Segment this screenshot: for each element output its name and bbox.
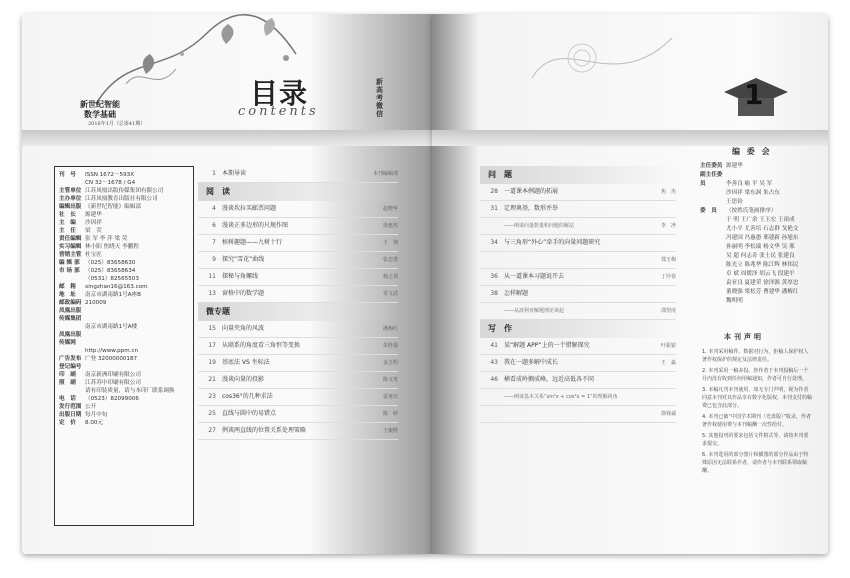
toc-entry-author: 金玉明: [382, 360, 398, 366]
toc-entry-author: 徐惠杰: [382, 223, 398, 229]
info-row: [59, 371, 189, 379]
editorial-row: [700, 234, 812, 243]
toc-entry-author: 叶振银: [660, 343, 676, 349]
info-key: 照 刷: [59, 380, 76, 386]
info-row: [59, 307, 189, 323]
info-row: [59, 379, 189, 387]
toc-entry-author: 陈文英: [382, 377, 398, 383]
toc-entry-title: 漫谈向量的投影: [222, 376, 265, 383]
info-row: [59, 243, 189, 251]
toc-entry-author: 郑玉梅: [660, 257, 676, 263]
info-value: 广登 32000000187: [85, 356, 138, 362]
editorial-role: 主任委员: [700, 163, 723, 169]
toc-page-number: 46: [490, 376, 498, 383]
toc-entry-author: 陈 研: [382, 411, 398, 417]
toc-entry: [480, 218, 676, 235]
info-row: [59, 195, 189, 203]
toc-entry-title: 例谈两直线的位置关系处理策略: [222, 427, 307, 434]
toc-page-number: 27: [208, 427, 216, 434]
toc-page-number: [480, 389, 504, 405]
toc-entry-title: 某“解题 APP”上的一个错解探究: [504, 342, 590, 349]
toc-page-number: 31: [490, 205, 498, 212]
toc-page-number: 4: [212, 205, 216, 212]
editorial-names: 吴 超 何志奇 张士民 张建良: [726, 253, 795, 259]
toc-entry-title: [504, 252, 646, 268]
info-row: [59, 347, 189, 355]
toc-page-number: 19: [208, 359, 216, 366]
toc-entry-title: 向量夹角的风波: [222, 325, 265, 332]
info-value: 南京市湖南路1号A楼: [85, 324, 138, 330]
toc-entry: [198, 201, 398, 218]
toc-page-number: [480, 406, 504, 422]
info-row: [59, 235, 189, 243]
info-key: [59, 179, 85, 187]
editorial-row: [700, 216, 812, 225]
toc-page-number: 1: [212, 170, 216, 177]
info-row: [59, 171, 189, 179]
toc-entry-title: 窗格中的数学题: [222, 290, 265, 297]
toc-entry-author: [646, 201, 676, 217]
info-key: [59, 387, 85, 395]
toc-page-number: 38: [490, 290, 498, 297]
toc-entry: [480, 338, 676, 355]
toc-entry-author: 李 净: [660, 223, 676, 229]
info-value: 每月中旬: [85, 412, 108, 418]
toc-entry-author: [646, 235, 676, 251]
toc-entry: [198, 423, 398, 440]
toc-entry-author: 赵晓华: [382, 206, 398, 212]
info-value: xingzhan16@163.com: [85, 284, 148, 290]
toc-entry-author: 常文武: [382, 291, 398, 297]
toc-page-number: 25: [208, 410, 216, 417]
toc-page-number: [480, 218, 504, 234]
toc-entry-title: 直线与圆中的易错点: [222, 410, 277, 417]
info-key: 主管单位: [59, 188, 82, 194]
toc-page-number: [480, 252, 504, 268]
info-key: 实习编辑: [59, 244, 82, 250]
toc-entry-title: 基底法 VS 坐标法: [222, 359, 270, 366]
magazine-name: 新世纪智能 数学基础: [80, 100, 120, 119]
editorial-row: [700, 198, 812, 207]
toc-entry-title: 一道课本例题的拓展: [504, 188, 559, 195]
info-row: [59, 411, 189, 419]
info-key: 凤凰出版传媒集团: [59, 308, 82, 322]
info-key: 出版日期: [59, 412, 82, 418]
right-page: [432, 14, 828, 554]
info-row: [59, 211, 189, 219]
toc-left: [198, 166, 398, 440]
info-value: 8.00元: [85, 420, 104, 426]
toc-entry-title: 怎样解题: [504, 290, 529, 297]
editorial-names: 魏明明: [726, 298, 743, 304]
statement-paragraph: 6. 本刊选用的部分图片和插图的部分作品由于特殊原因无法联系作者，请作者与本刊联系领取稿酬。: [702, 452, 809, 474]
editorial-row: [700, 171, 812, 189]
toc-entry-author: 王俊胜: [382, 428, 398, 434]
toc-entry-title: [504, 406, 646, 422]
toc-entry: [480, 201, 676, 218]
info-row: [59, 323, 189, 331]
statement-title: 本刊声明: [724, 333, 764, 341]
toc-title-en: contents: [238, 104, 319, 119]
info-value: 请有印装质量，请与本印厂联系调换: [85, 388, 175, 394]
toc-entry: [198, 389, 398, 406]
info-key: 发行范围: [59, 404, 82, 410]
info-key: 主办单位: [59, 196, 82, 202]
editorial-names: 孙丽明 李松瑞 杨文华 吴 邢: [726, 244, 795, 250]
editorial-names: 沙因祥 梁东洞 朱占东: [726, 190, 780, 196]
info-key: 社 长: [59, 212, 76, 218]
editorial-row: [700, 252, 812, 261]
editorial-names: 冯建国 冯惠愚 邢建新 孙旭东: [726, 235, 799, 241]
toc-page-number: 28: [490, 188, 498, 195]
info-key: 邮政编码: [59, 300, 82, 306]
info-key: 邮 箱: [59, 284, 76, 290]
toc-entry-title: 我在一题多解中成长: [504, 359, 559, 366]
magazine-spread: [14, 6, 836, 566]
toc-entry-title: 漫谈正多边形的尺规作图: [222, 222, 289, 229]
editorial-names: 于 明 王广余 王玉宏 王祖成: [726, 217, 795, 223]
info-row: [59, 283, 189, 291]
toc-entry: [480, 235, 676, 252]
info-key: 责任编辑: [59, 236, 82, 242]
toc-entry-author: 朱胜强: [382, 343, 398, 349]
info-row: [59, 187, 189, 195]
info-key: 主 编: [59, 220, 76, 226]
toc-entry: [198, 406, 398, 423]
editorial-row: [700, 279, 812, 288]
masthead-box: [54, 166, 194, 526]
info-value: （0531）82565503: [85, 276, 139, 282]
info-key: 凤凰出版传媒网: [59, 332, 82, 346]
toc-right: [480, 166, 676, 423]
toc-entry: [198, 355, 398, 372]
toc-entry: [480, 269, 676, 286]
toc-entry-title: 横看成岭侧成峰，远近高低各不同: [504, 376, 595, 383]
info-key: [59, 323, 85, 331]
info-value: 林小阳 焦晓天 李鹏程: [85, 244, 139, 250]
toc-entry: [480, 184, 676, 201]
editorial-row: [700, 270, 812, 279]
toc-entry-author: [646, 389, 676, 405]
editorial-names: 陈光立 陈兆华 陈江辉 林伟民: [726, 262, 799, 268]
info-row: [59, 403, 189, 411]
toc-entry-author: 丁玲春: [660, 274, 676, 280]
toc-page-number: 21: [208, 376, 216, 383]
info-value: 江苏凤凰出版传媒集团有限公司: [85, 188, 164, 194]
toc-page-number: 34: [490, 239, 498, 246]
editorial-names: 袁亚良 夏建荣 徐泽源 黄厚忠: [726, 280, 799, 286]
toc-entry-author: 杨之邦: [382, 274, 398, 280]
toc-section-heading: 写 作: [480, 320, 676, 338]
info-key: 市 场 部: [59, 268, 80, 274]
toc-entry-author: 焦 杰: [660, 189, 676, 195]
toc-entry-author: [646, 286, 676, 302]
editorial-names: 卓 斌 周媛泽 胡云飞 段建平: [726, 271, 795, 277]
editorial-names: 董晓强 梁松芳 曹建华 潘梅红: [726, 289, 799, 295]
info-value: 210009: [85, 300, 107, 306]
toc-entry-author: 雷亚庆: [382, 394, 398, 400]
info-value: 公开: [85, 404, 97, 410]
info-key: [59, 275, 85, 283]
issue-number: 1: [744, 78, 764, 111]
editorial-role: 委 员: [700, 208, 717, 214]
toc-page-number: 13: [208, 290, 216, 297]
info-key: 编辑出版: [59, 204, 82, 210]
toc-entry: [480, 252, 676, 269]
toc-entry-author: 王 翔: [382, 240, 398, 246]
toc-entry-title: 探秘与角螺线: [222, 273, 259, 280]
info-row: [59, 291, 189, 299]
toc-entry: [198, 286, 398, 303]
info-value: http://www.ppm.cn: [85, 348, 139, 354]
info-row: [59, 219, 189, 227]
info-value: 江苏苏中印刷有限公司: [85, 380, 141, 386]
info-row: [59, 267, 189, 275]
editorial-row: [700, 288, 812, 297]
toc-page-number: 41: [490, 342, 498, 349]
info-value: 南京市湖南路1号A座B: [85, 292, 141, 298]
toc-entry-author: 本刊编辑部: [372, 171, 398, 177]
toc-entry: [480, 406, 676, 423]
toc-entry: [198, 321, 398, 338]
header-band: [432, 130, 828, 146]
info-value: （025）83658630: [85, 260, 136, 266]
toc-entry-title: cos36°的几种求法: [222, 393, 273, 400]
info-value: 《新世纪智能》编辑部: [85, 204, 141, 210]
toc-section-heading: 阅 读: [198, 183, 398, 201]
editorial-row: [700, 162, 812, 171]
issue-date: 2016年1月（总第41期）: [88, 121, 146, 127]
editorial-names: 李善良 喻 平 吴 军: [726, 181, 773, 187]
info-row: [59, 259, 189, 267]
statement: [702, 348, 812, 478]
toc-section-heading: 问 题: [480, 166, 676, 184]
info-row: [59, 227, 189, 235]
editorial-row: [700, 225, 812, 234]
toc-page-number: [480, 303, 504, 319]
editorial-row: [700, 243, 812, 252]
info-key: 主 任: [59, 228, 76, 234]
info-key: 刊 号: [59, 172, 76, 178]
toc-entry-author: [646, 372, 676, 388]
statement-paragraph: 4. 本刊已被“中国学术期刊（光盘版）”收录，作者著作权使用费与本刊稿酬一次性给付。: [702, 414, 812, 428]
statement-paragraph: 1. 本刊采用稿件、数据对行为，拒稿人保护权人著作权保护的规定及法律责任。: [702, 349, 809, 363]
statement-paragraph: 2. 本刊采用一稿多投、抄作者于本刊投稿后一个月内没有收到任何用稿通知，作者可自行处理。: [702, 368, 809, 382]
info-row: [59, 299, 189, 307]
info-row: [59, 331, 189, 347]
toc-title: 目录: [250, 77, 309, 110]
info-value: 梁 荧: [85, 228, 102, 234]
info-value: 源建华: [85, 212, 102, 218]
editorial-row: [700, 189, 812, 198]
header-band: [22, 130, 432, 146]
toc-entry: [198, 338, 398, 355]
info-row: [59, 387, 189, 395]
editorial-row: [700, 207, 812, 216]
toc-entry: [198, 218, 398, 235]
editorial-names: 源建华: [726, 163, 743, 169]
info-key: 电 话: [59, 396, 76, 402]
editorial-title: 编 委 会: [732, 147, 772, 156]
statement-paragraph: 3. 本稿凡刊本刊使用，如无专门声明，视为作者同意本刊对其作品享有数字化版权，本刊支付的稿费已包含此部分。: [702, 387, 813, 409]
editorial-names: 王思俭: [726, 199, 743, 205]
toc-entry-title: 从联系的角度看三角恒等变换: [222, 342, 301, 349]
info-row: [59, 419, 189, 427]
toc-entry-title: ——从波利亚解题理论谈起: [504, 308, 565, 314]
info-value: 张 军 李 萍 梁 荧: [85, 236, 128, 242]
vertical-label: 新高考微信: [376, 78, 383, 118]
toc-entry: [198, 372, 398, 389]
toc-entry-author: 王 淼: [660, 360, 676, 366]
info-value: 杜宝匠: [85, 252, 102, 258]
info-row: [59, 203, 189, 211]
swirl-ornament-icon: [522, 18, 682, 108]
left-page: [22, 14, 432, 554]
info-value: 沙因祥: [85, 220, 102, 226]
info-key: 广告发布登记编号: [59, 356, 82, 370]
toc-page-number: 36: [490, 273, 498, 280]
info-value: 南京新洲印刷有限公司: [85, 372, 141, 378]
toc-entry-title: 从一道课本习题说开去: [504, 273, 565, 280]
info-row: [59, 355, 189, 371]
toc-entry: [198, 269, 398, 286]
info-key: 地 址: [59, 292, 76, 298]
toc-entry: [198, 235, 398, 252]
toc-entry: [198, 166, 398, 183]
toc-entry: [480, 372, 676, 389]
toc-page-number: 7: [212, 239, 216, 246]
info-key: 定 价: [59, 420, 76, 426]
toc-page-number: 9: [212, 256, 216, 263]
toc-entry-author: 张志勇: [382, 257, 398, 263]
info-row: [59, 395, 189, 403]
toc-page-number: 17: [208, 342, 216, 349]
toc-entry-title: 棺树趣题——九树十行: [222, 239, 283, 246]
toc-page-number: 23: [208, 393, 216, 400]
toc-entry: [480, 303, 676, 320]
toc-entry-title: 与三角形“外心”牵手的向量问题研究: [504, 239, 601, 246]
editorial-row: [700, 261, 812, 270]
info-value: （025）83658634: [85, 268, 136, 274]
toc-entry-title: 探究“雪花”曲线: [222, 256, 265, 263]
info-row: [59, 275, 189, 283]
toc-page-number: 6: [212, 222, 216, 229]
info-key: 印 刷: [59, 372, 76, 378]
editorial-role: 副主任委员: [700, 172, 723, 187]
info-value: （0523）82099006: [85, 396, 139, 402]
info-key: 编 辑 部: [59, 260, 80, 266]
toc-entry: [480, 286, 676, 303]
info-key: [59, 347, 85, 355]
toc-entry-title: ——例谈基本关系“sin²x + cos²x = 1”的理解视角: [504, 394, 618, 400]
info-value: 江苏凤凰教育出版社有限公司: [85, 196, 158, 202]
info-value: ISSN 1672－593X: [85, 172, 135, 178]
toc-entry-title: 漫谈坎拉买邮票问题: [222, 205, 277, 212]
editorial-names: （按姓氏笔画排序）: [726, 208, 777, 214]
toc-section-heading: 微专题: [198, 303, 398, 321]
toc-entry: [480, 355, 676, 372]
toc-entry: [480, 389, 676, 406]
statement-paragraph: 5. 其他投刊的要求包括文件格式等，请按本刊要求提交。: [702, 433, 809, 447]
toc-entry-author: 邵望虎: [660, 308, 676, 314]
toc-page-number: 11: [208, 273, 216, 280]
info-row: [59, 251, 189, 259]
toc-page-number: 43: [490, 359, 498, 366]
toc-entry-author: 潘梅红: [382, 326, 398, 332]
info-key: 营销主管: [59, 252, 82, 258]
toc-page-number: 15: [208, 325, 216, 332]
toc-entry-title: 本期导读: [222, 170, 247, 177]
info-value: CN 32－1678 / G4: [85, 180, 136, 186]
editorial-names: 尤小平 尤善培 石志群 戈艳文: [726, 226, 799, 232]
toc-entry-title: 定理奥基，数形并举: [504, 205, 559, 212]
toc-entry-title: ——例谈向量数量积问题的解法: [504, 223, 575, 229]
info-row: [59, 179, 189, 187]
editorial-row: [700, 297, 812, 306]
toc-entry-author: 徐钱诚: [660, 411, 676, 417]
editorial-board: [700, 162, 812, 306]
toc-entry: [198, 252, 398, 269]
